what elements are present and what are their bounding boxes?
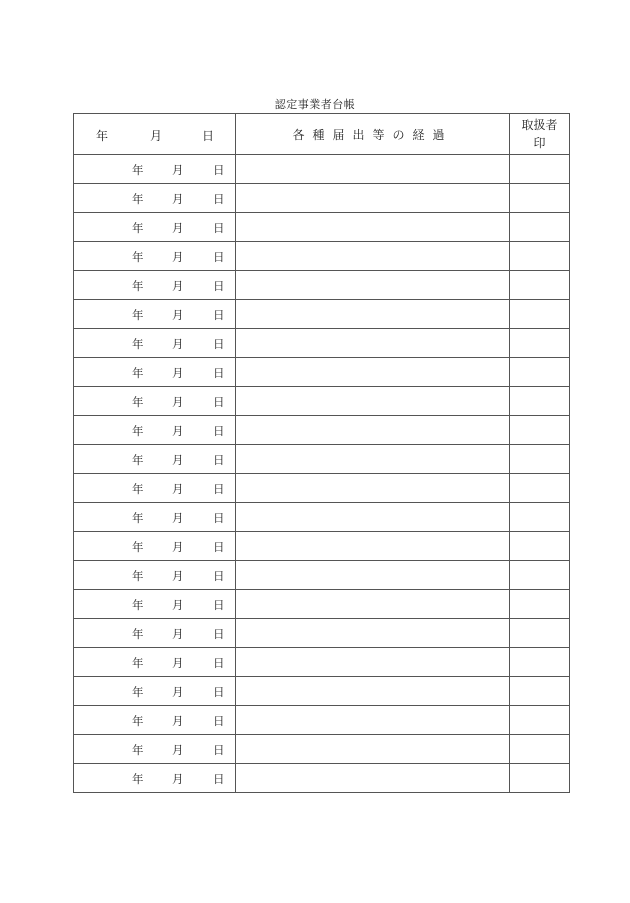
date-year-label: 年 xyxy=(132,656,144,670)
date-day-label: 日 xyxy=(213,685,225,699)
table-row xyxy=(74,213,570,242)
header-row xyxy=(74,114,570,155)
date-year-label: 年 xyxy=(132,308,144,322)
date-cell[interactable] xyxy=(74,706,236,735)
date-month-label: 月 xyxy=(172,656,184,670)
description-cell[interactable] xyxy=(236,387,510,416)
description-cell[interactable] xyxy=(236,532,510,561)
date-cell[interactable] xyxy=(74,474,236,503)
description-cell[interactable] xyxy=(236,184,510,213)
date-day-label: 日 xyxy=(213,540,225,554)
handler-seal-cell[interactable] xyxy=(510,271,570,300)
date-cell[interactable] xyxy=(74,387,236,416)
date-year-label: 年 xyxy=(132,192,144,206)
date-cell[interactable] xyxy=(74,735,236,764)
date-day-label: 日 xyxy=(213,453,225,467)
date-month-label: 月 xyxy=(172,337,184,351)
handler-seal-cell[interactable] xyxy=(510,764,570,793)
date-cell[interactable] xyxy=(74,503,236,532)
date-cell[interactable] xyxy=(74,561,236,590)
date-year-label: 年 xyxy=(132,627,144,641)
date-day-label: 日 xyxy=(213,511,225,525)
table-row xyxy=(74,358,570,387)
table-row xyxy=(74,590,570,619)
date-cell[interactable] xyxy=(74,590,236,619)
date-year-label: 年 xyxy=(132,250,144,264)
date-year-label: 年 xyxy=(132,714,144,728)
date-year-label: 年 xyxy=(132,279,144,293)
date-year-label: 年 xyxy=(132,424,144,438)
date-day-label: 日 xyxy=(213,163,225,177)
header-seal: 印 xyxy=(533,136,546,150)
date-day-label: 日 xyxy=(213,656,225,670)
date-month-label: 月 xyxy=(172,395,184,409)
date-cell[interactable] xyxy=(74,648,236,677)
date-cell[interactable] xyxy=(74,764,236,793)
date-month-label: 月 xyxy=(172,453,184,467)
date-year-label: 年 xyxy=(132,569,144,583)
description-cell[interactable] xyxy=(236,474,510,503)
ledger-title: 認定事業者台帳 xyxy=(274,98,356,111)
date-cell[interactable] xyxy=(74,445,236,474)
description-cell[interactable] xyxy=(236,677,510,706)
date-cell[interactable] xyxy=(74,677,236,706)
description-cell[interactable] xyxy=(236,619,510,648)
handler-seal-cell[interactable] xyxy=(510,387,570,416)
date-year-label: 年 xyxy=(132,540,144,554)
header-day: 日 xyxy=(202,129,215,143)
table-row xyxy=(74,387,570,416)
header-description: 各種届出等の経過 xyxy=(236,114,510,155)
table-row xyxy=(74,155,570,184)
date-day-label: 日 xyxy=(213,366,225,380)
date-cell[interactable] xyxy=(74,300,236,329)
date-month-label: 月 xyxy=(172,424,184,438)
description-cell[interactable] xyxy=(236,764,510,793)
date-year-label: 年 xyxy=(132,743,144,757)
handler-seal-cell[interactable] xyxy=(510,329,570,358)
header-date xyxy=(74,114,236,155)
date-month-label: 月 xyxy=(172,279,184,293)
date-month-label: 月 xyxy=(172,192,184,206)
date-month-label: 月 xyxy=(172,772,184,786)
date-cell[interactable] xyxy=(74,416,236,445)
date-month-label: 月 xyxy=(172,685,184,699)
handler-seal-cell[interactable] xyxy=(510,155,570,184)
table-row xyxy=(74,764,570,793)
handler-seal-cell[interactable] xyxy=(510,184,570,213)
date-cell[interactable] xyxy=(74,358,236,387)
date-month-label: 月 xyxy=(172,308,184,322)
table-row xyxy=(74,416,570,445)
date-cell[interactable] xyxy=(74,619,236,648)
date-year-label: 年 xyxy=(132,685,144,699)
description-cell[interactable] xyxy=(236,648,510,677)
table-row xyxy=(74,735,570,764)
description-cell[interactable] xyxy=(236,329,510,358)
description-cell[interactable] xyxy=(236,445,510,474)
date-year-label: 年 xyxy=(132,482,144,496)
description-cell[interactable] xyxy=(236,561,510,590)
date-day-label: 日 xyxy=(213,598,225,612)
date-month-label: 月 xyxy=(172,366,184,380)
handler-seal-cell[interactable] xyxy=(510,300,570,329)
table-row xyxy=(74,242,570,271)
date-month-label: 月 xyxy=(172,569,184,583)
handler-seal-cell[interactable] xyxy=(510,445,570,474)
date-day-label: 日 xyxy=(213,482,225,496)
table-row xyxy=(74,677,570,706)
date-day-label: 日 xyxy=(213,395,225,409)
ledger-body xyxy=(74,155,570,793)
date-month-label: 月 xyxy=(172,221,184,235)
table-row xyxy=(74,300,570,329)
table-row xyxy=(74,474,570,503)
description-cell[interactable] xyxy=(236,735,510,764)
table-row xyxy=(74,445,570,474)
date-cell[interactable] xyxy=(74,213,236,242)
table-row xyxy=(74,503,570,532)
date-day-label: 日 xyxy=(213,192,225,206)
date-year-label: 年 xyxy=(132,221,144,235)
description-cell[interactable] xyxy=(236,300,510,329)
header-handler: 取扱者 xyxy=(521,118,558,132)
date-month-label: 月 xyxy=(172,627,184,641)
date-month-label: 月 xyxy=(172,250,184,264)
date-cell[interactable] xyxy=(74,242,236,271)
description-cell[interactable] xyxy=(236,706,510,735)
date-year-label: 年 xyxy=(132,598,144,612)
date-day-label: 日 xyxy=(213,308,225,322)
header-month: 月 xyxy=(150,129,163,143)
table-row xyxy=(74,648,570,677)
header-handler-seal xyxy=(510,114,570,155)
date-day-label: 日 xyxy=(213,424,225,438)
table-row xyxy=(74,184,570,213)
date-day-label: 日 xyxy=(213,743,225,757)
table-row xyxy=(74,706,570,735)
date-cell[interactable] xyxy=(74,155,236,184)
handler-seal-cell[interactable] xyxy=(510,416,570,445)
date-year-label: 年 xyxy=(132,772,144,786)
date-day-label: 日 xyxy=(213,627,225,641)
date-cell[interactable] xyxy=(74,271,236,300)
ledger-table xyxy=(73,113,570,793)
handler-seal-cell[interactable] xyxy=(510,648,570,677)
handler-seal-cell[interactable] xyxy=(510,474,570,503)
date-day-label: 日 xyxy=(213,714,225,728)
date-year-label: 年 xyxy=(132,395,144,409)
date-month-label: 月 xyxy=(172,163,184,177)
handler-seal-cell[interactable] xyxy=(510,532,570,561)
header-year: 年 xyxy=(96,129,109,143)
table-row xyxy=(74,271,570,300)
handler-seal-cell[interactable] xyxy=(510,561,570,590)
date-day-label: 日 xyxy=(213,569,225,583)
table-row xyxy=(74,619,570,648)
date-cell[interactable] xyxy=(74,329,236,358)
handler-seal-cell[interactable] xyxy=(510,706,570,735)
table-row xyxy=(74,329,570,358)
handler-seal-cell[interactable] xyxy=(510,213,570,242)
date-year-label: 年 xyxy=(132,453,144,467)
date-cell[interactable] xyxy=(74,532,236,561)
description-cell[interactable] xyxy=(236,416,510,445)
date-month-label: 月 xyxy=(172,482,184,496)
description-cell[interactable] xyxy=(236,358,510,387)
handler-seal-cell[interactable] xyxy=(510,503,570,532)
date-year-label: 年 xyxy=(132,337,144,351)
date-year-label: 年 xyxy=(132,366,144,380)
table-row xyxy=(74,532,570,561)
date-month-label: 月 xyxy=(172,540,184,554)
date-month-label: 月 xyxy=(172,511,184,525)
date-day-label: 日 xyxy=(213,772,225,786)
description-cell[interactable] xyxy=(236,590,510,619)
table-row xyxy=(74,561,570,590)
date-day-label: 日 xyxy=(213,250,225,264)
description-cell[interactable] xyxy=(236,503,510,532)
handler-seal-cell[interactable] xyxy=(510,590,570,619)
description-cell[interactable] xyxy=(236,155,510,184)
date-month-label: 月 xyxy=(172,598,184,612)
handler-seal-cell[interactable] xyxy=(510,619,570,648)
handler-seal-cell[interactable] xyxy=(510,358,570,387)
date-year-label: 年 xyxy=(132,163,144,177)
handler-seal-cell[interactable] xyxy=(510,242,570,271)
date-year-label: 年 xyxy=(132,511,144,525)
date-month-label: 月 xyxy=(172,743,184,757)
description-cell[interactable] xyxy=(236,271,510,300)
date-day-label: 日 xyxy=(213,221,225,235)
date-day-label: 日 xyxy=(213,279,225,293)
date-cell[interactable] xyxy=(74,184,236,213)
description-cell[interactable] xyxy=(236,213,510,242)
description-cell[interactable] xyxy=(236,242,510,271)
date-day-label: 日 xyxy=(213,337,225,351)
date-month-label: 月 xyxy=(172,714,184,728)
handler-seal-cell[interactable] xyxy=(510,677,570,706)
handler-seal-cell[interactable] xyxy=(510,735,570,764)
